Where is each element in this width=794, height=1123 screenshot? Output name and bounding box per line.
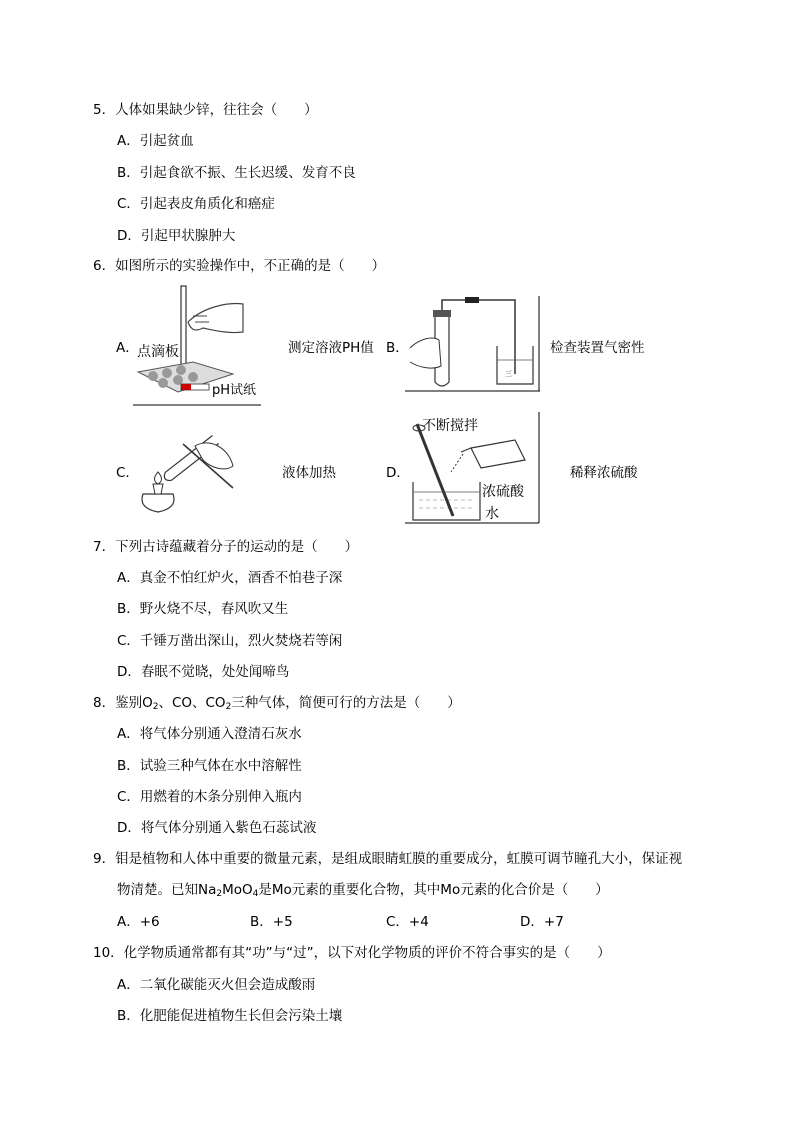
q7-option-b: B．野火烧不尽，春风吹又生 <box>117 601 289 617</box>
q7-option-c: C．千锤万凿出深山，烈火焚烧若等闲 <box>117 633 343 649</box>
q8-option-b: B．试验三种气体在水中溶解性 <box>117 758 302 774</box>
q9-option-b: B．+5 <box>250 914 293 930</box>
q6-option-a-caption: 测定溶液PH值 <box>288 340 374 356</box>
q9-option-d: D．+7 <box>520 914 564 930</box>
q9-stem-line1: 9．钼是植物和人体中重要的微量元素，是组成眼睛虹膜的重要成分，虹膜可调节瞳孔大小，保证视 <box>93 851 683 867</box>
q10-stem: 10．化学物质通常都有其“功”与“过”，以下对化学物质的评价不符合事实的是（ ） <box>93 945 611 961</box>
q10-option-a: A．二氧化碳能灭火但会造成酸雨 <box>117 977 316 993</box>
q7-option-d: D．春眠不觉晓，处处闻啼鸟 <box>117 664 290 680</box>
water-label: 水 <box>485 506 499 522</box>
q8-option-c: C．用燃着的木条分别伸入瓶内 <box>117 789 302 805</box>
q5-option-d: D．引起甲状腺肿大 <box>117 228 236 244</box>
q6-option-d-caption: 稀释浓硫酸 <box>570 465 638 481</box>
q6-option-a-letter: A． <box>116 340 139 356</box>
q6-option-c-letter: C． <box>116 465 139 481</box>
q7-stem: 7．下列古诗蕴藏着分子的运动的是（ ） <box>93 539 359 555</box>
ph-paper-label: pH试纸 <box>212 383 257 398</box>
q5-option-c: C．引起表皮角质化和癌症 <box>117 196 275 212</box>
conc-acid-label: 浓硫酸 <box>482 484 524 500</box>
q6-option-b-caption: 检查装置气密性 <box>550 340 645 356</box>
q9-option-a: A．+6 <box>117 914 160 930</box>
q7-option-a: A．真金不怕红炉火，酒香不怕巷子深 <box>117 570 343 586</box>
stir-label: 不断搅拌 <box>422 418 478 434</box>
q6-option-d-letter: D． <box>386 465 410 481</box>
airtightness-figure <box>405 296 540 392</box>
q5-option-a: A．引起贫血 <box>117 133 194 149</box>
q8-option-d: D．将气体分别通入紫色石蕊试液 <box>117 820 317 836</box>
svg-text:三: 三 <box>505 370 512 378</box>
q6-option-b-letter: B． <box>386 340 409 356</box>
q5-option-b: B．引起食欲不振、生长迟缓、发育不良 <box>117 165 356 181</box>
spot-plate-label: 点滴板 <box>137 344 179 360</box>
q9-stem-line2: 物清楚。已知$Na_2MoO_4$是Mo元素的重要化合物，其中Mo元素的化合价是（ ） <box>117 882 609 899</box>
q6-option-c-caption: 液体加热 <box>282 465 336 481</box>
q8-option-a: A．将气体分别通入澄清石灰水 <box>117 726 302 742</box>
q6-stem: 6．如图所示的实验操作中，不正确的是（ ） <box>93 258 386 274</box>
q5-stem: 5．人体如果缺少锌，往往会（ ） <box>93 102 318 118</box>
q8-stem: 8．鉴别$O_2$、CO、$CO_2$三种气体，简便可行的方法是（ ） <box>93 695 461 712</box>
liquid-heating-figure <box>133 416 243 516</box>
q9-option-c: C．+4 <box>386 914 429 930</box>
q10-option-b: B．化肥能促进植物生长但会污染土壤 <box>117 1008 343 1024</box>
